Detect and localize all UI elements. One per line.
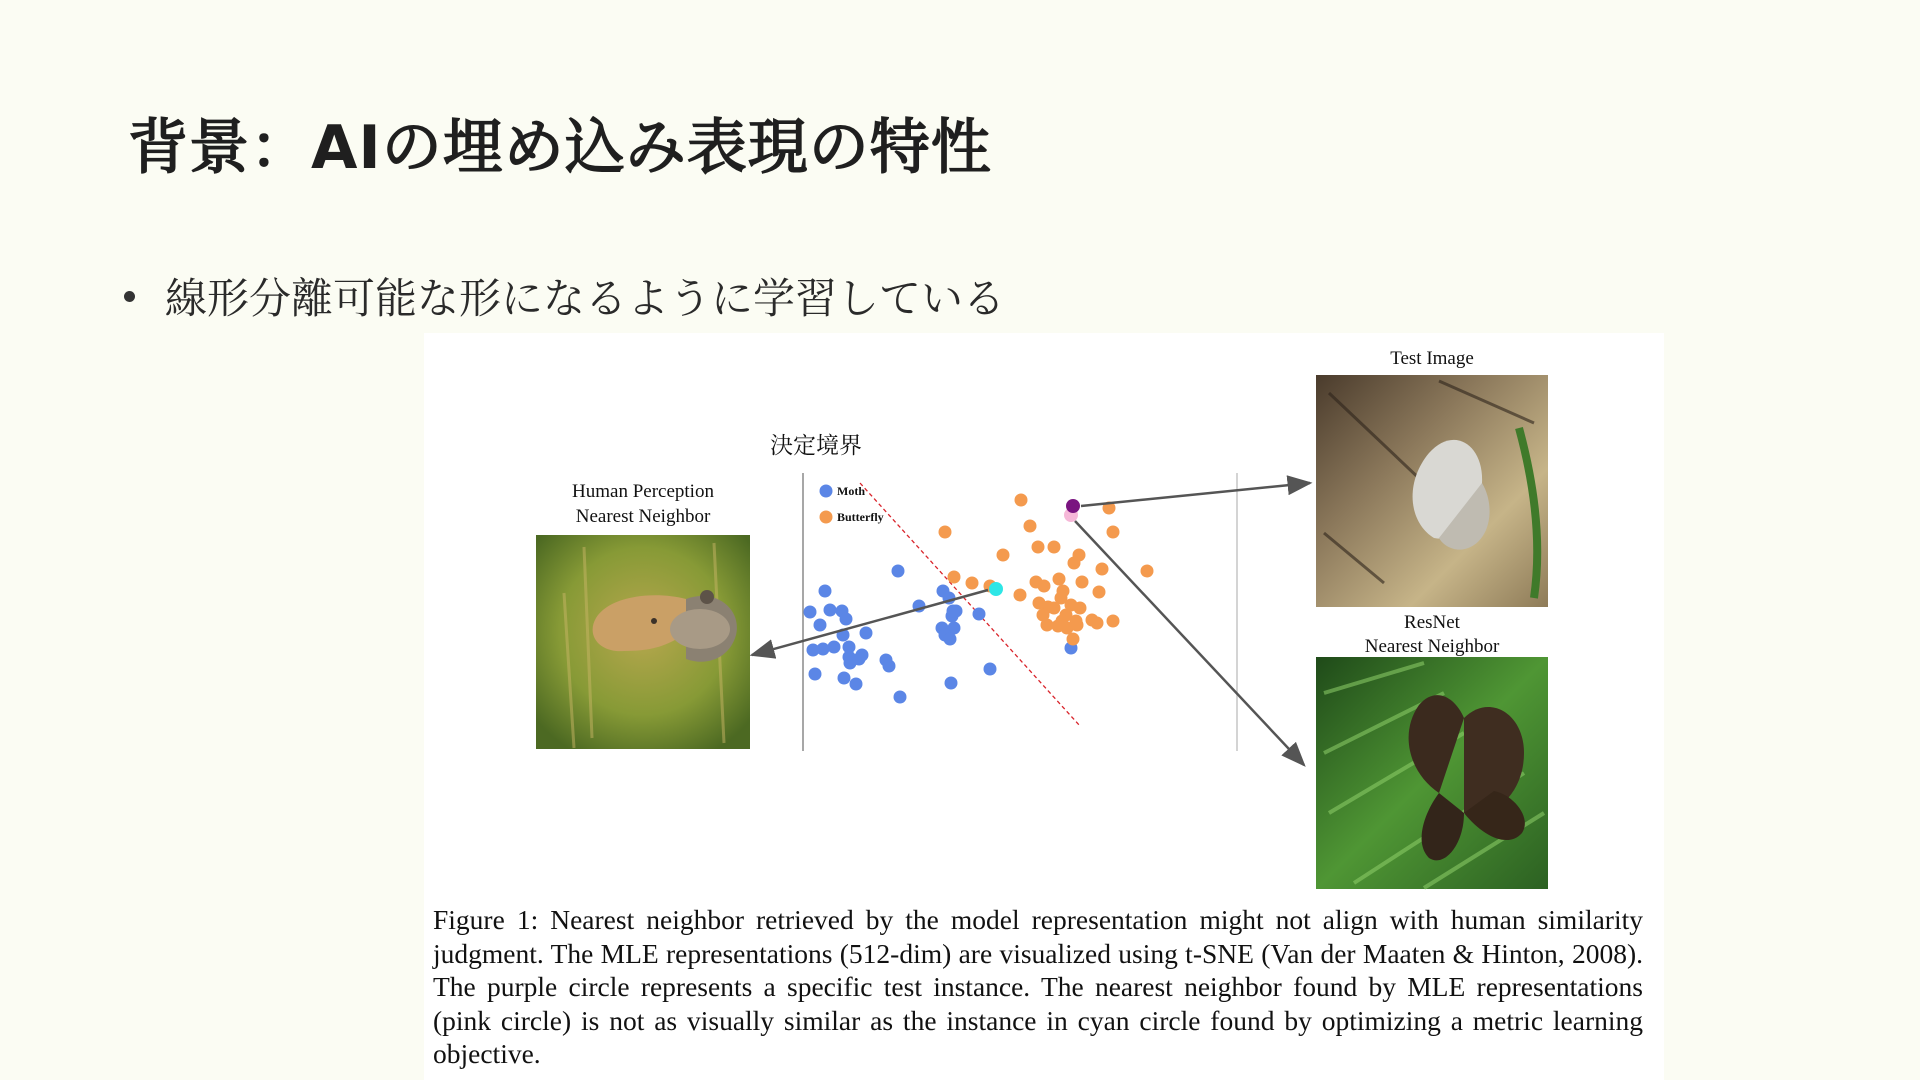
butterfly-point — [948, 571, 961, 584]
scatter-plot — [752, 483, 1310, 765]
resnet-nn-image — [1316, 657, 1548, 889]
moth-point — [838, 672, 851, 685]
moth-point — [944, 633, 957, 646]
moth-point — [804, 606, 817, 619]
arrow-to-test-image — [1081, 483, 1310, 506]
test-image-label: Test Image — [1390, 348, 1474, 369]
legend-butterfly-label: Butterfly — [837, 510, 884, 524]
butterfly-point — [1071, 619, 1084, 632]
bullet-item — [124, 266, 1005, 326]
test-point — [1066, 499, 1080, 513]
legend-moth-label: Moth — [837, 484, 865, 498]
bullet-dot-icon — [124, 291, 135, 302]
moth-point — [894, 691, 907, 704]
metric-nn-point — [989, 582, 1003, 596]
butterfly-point — [1068, 557, 1081, 570]
moth-point — [883, 660, 896, 673]
butterfly-point — [1024, 520, 1037, 533]
human-nn-image — [536, 535, 750, 749]
butterfly-point — [1067, 633, 1080, 646]
human-nn-label-line1: Human Perception — [572, 481, 714, 502]
resnet-label-line2: Nearest Neighbor — [1364, 636, 1500, 657]
butterfly-point — [1038, 580, 1051, 593]
arrow-to-resnet-image — [1075, 521, 1304, 765]
bullet-text: 線形分離可能な形になるように学習している — [165, 274, 1006, 323]
butterfly-point — [997, 549, 1010, 562]
butterfly-point — [1107, 526, 1120, 539]
moth-point — [840, 613, 853, 626]
figure-caption: Figure 1: Nearest neighbor retrieved by the model representation might not align with human similarity judgment. The MLE representations (512-dim) are visualized using t-SNE (Van der Maaten & Hinton, 2008). The purple circle represents a specific test instance. The nearest neighbor found by MLE representations (pink circle) is not as visually similar as the instance in cyan circle found by optimizing a metric learning objective. — [433, 904, 1643, 1069]
moth-point — [892, 565, 905, 578]
butterfly-point — [1076, 576, 1089, 589]
moth-point — [814, 619, 827, 632]
legend-moth-marker — [820, 485, 833, 498]
moth-point — [853, 653, 866, 666]
butterfly-point — [1048, 602, 1061, 615]
butterfly-point — [966, 577, 979, 590]
legend-butterfly-marker — [820, 511, 833, 524]
moth-point — [850, 678, 863, 691]
butterfly-point — [939, 526, 952, 539]
butterfly-point — [1048, 541, 1061, 554]
test-image — [1316, 375, 1548, 607]
butterfly-point — [1015, 494, 1028, 507]
butterfly-point — [1041, 619, 1054, 632]
moth-point — [947, 605, 960, 618]
moth-point — [973, 608, 986, 621]
butterfly-point — [1033, 597, 1046, 610]
moth-point — [945, 677, 958, 690]
butterfly-point — [1091, 617, 1104, 630]
human-nn-label-line2: Nearest Neighbor — [575, 506, 711, 527]
moth-point — [807, 644, 820, 657]
butterfly-point — [1074, 602, 1087, 615]
butterfly-point — [1093, 586, 1106, 599]
butterfly-point — [1014, 589, 1027, 602]
moth-point — [828, 641, 841, 654]
figure-graphics — [424, 333, 1664, 898]
butterfly-point — [1107, 615, 1120, 628]
butterfly-point — [1053, 573, 1066, 586]
butterfly-point — [1141, 565, 1154, 578]
butterfly-point — [1096, 563, 1109, 576]
moth-point — [824, 604, 837, 617]
page-title: 背景：AIの埋め込み表現の特性 — [128, 113, 992, 183]
resnet-label-line1: ResNet — [1404, 612, 1460, 633]
moth-point — [860, 627, 873, 640]
moth-point — [984, 663, 997, 676]
butterfly-point — [1032, 541, 1045, 554]
figure — [424, 333, 1664, 1080]
boundary-label: 決定境界 — [770, 433, 862, 459]
moth-point — [819, 585, 832, 598]
moth-point — [809, 668, 822, 681]
legend — [820, 484, 884, 524]
